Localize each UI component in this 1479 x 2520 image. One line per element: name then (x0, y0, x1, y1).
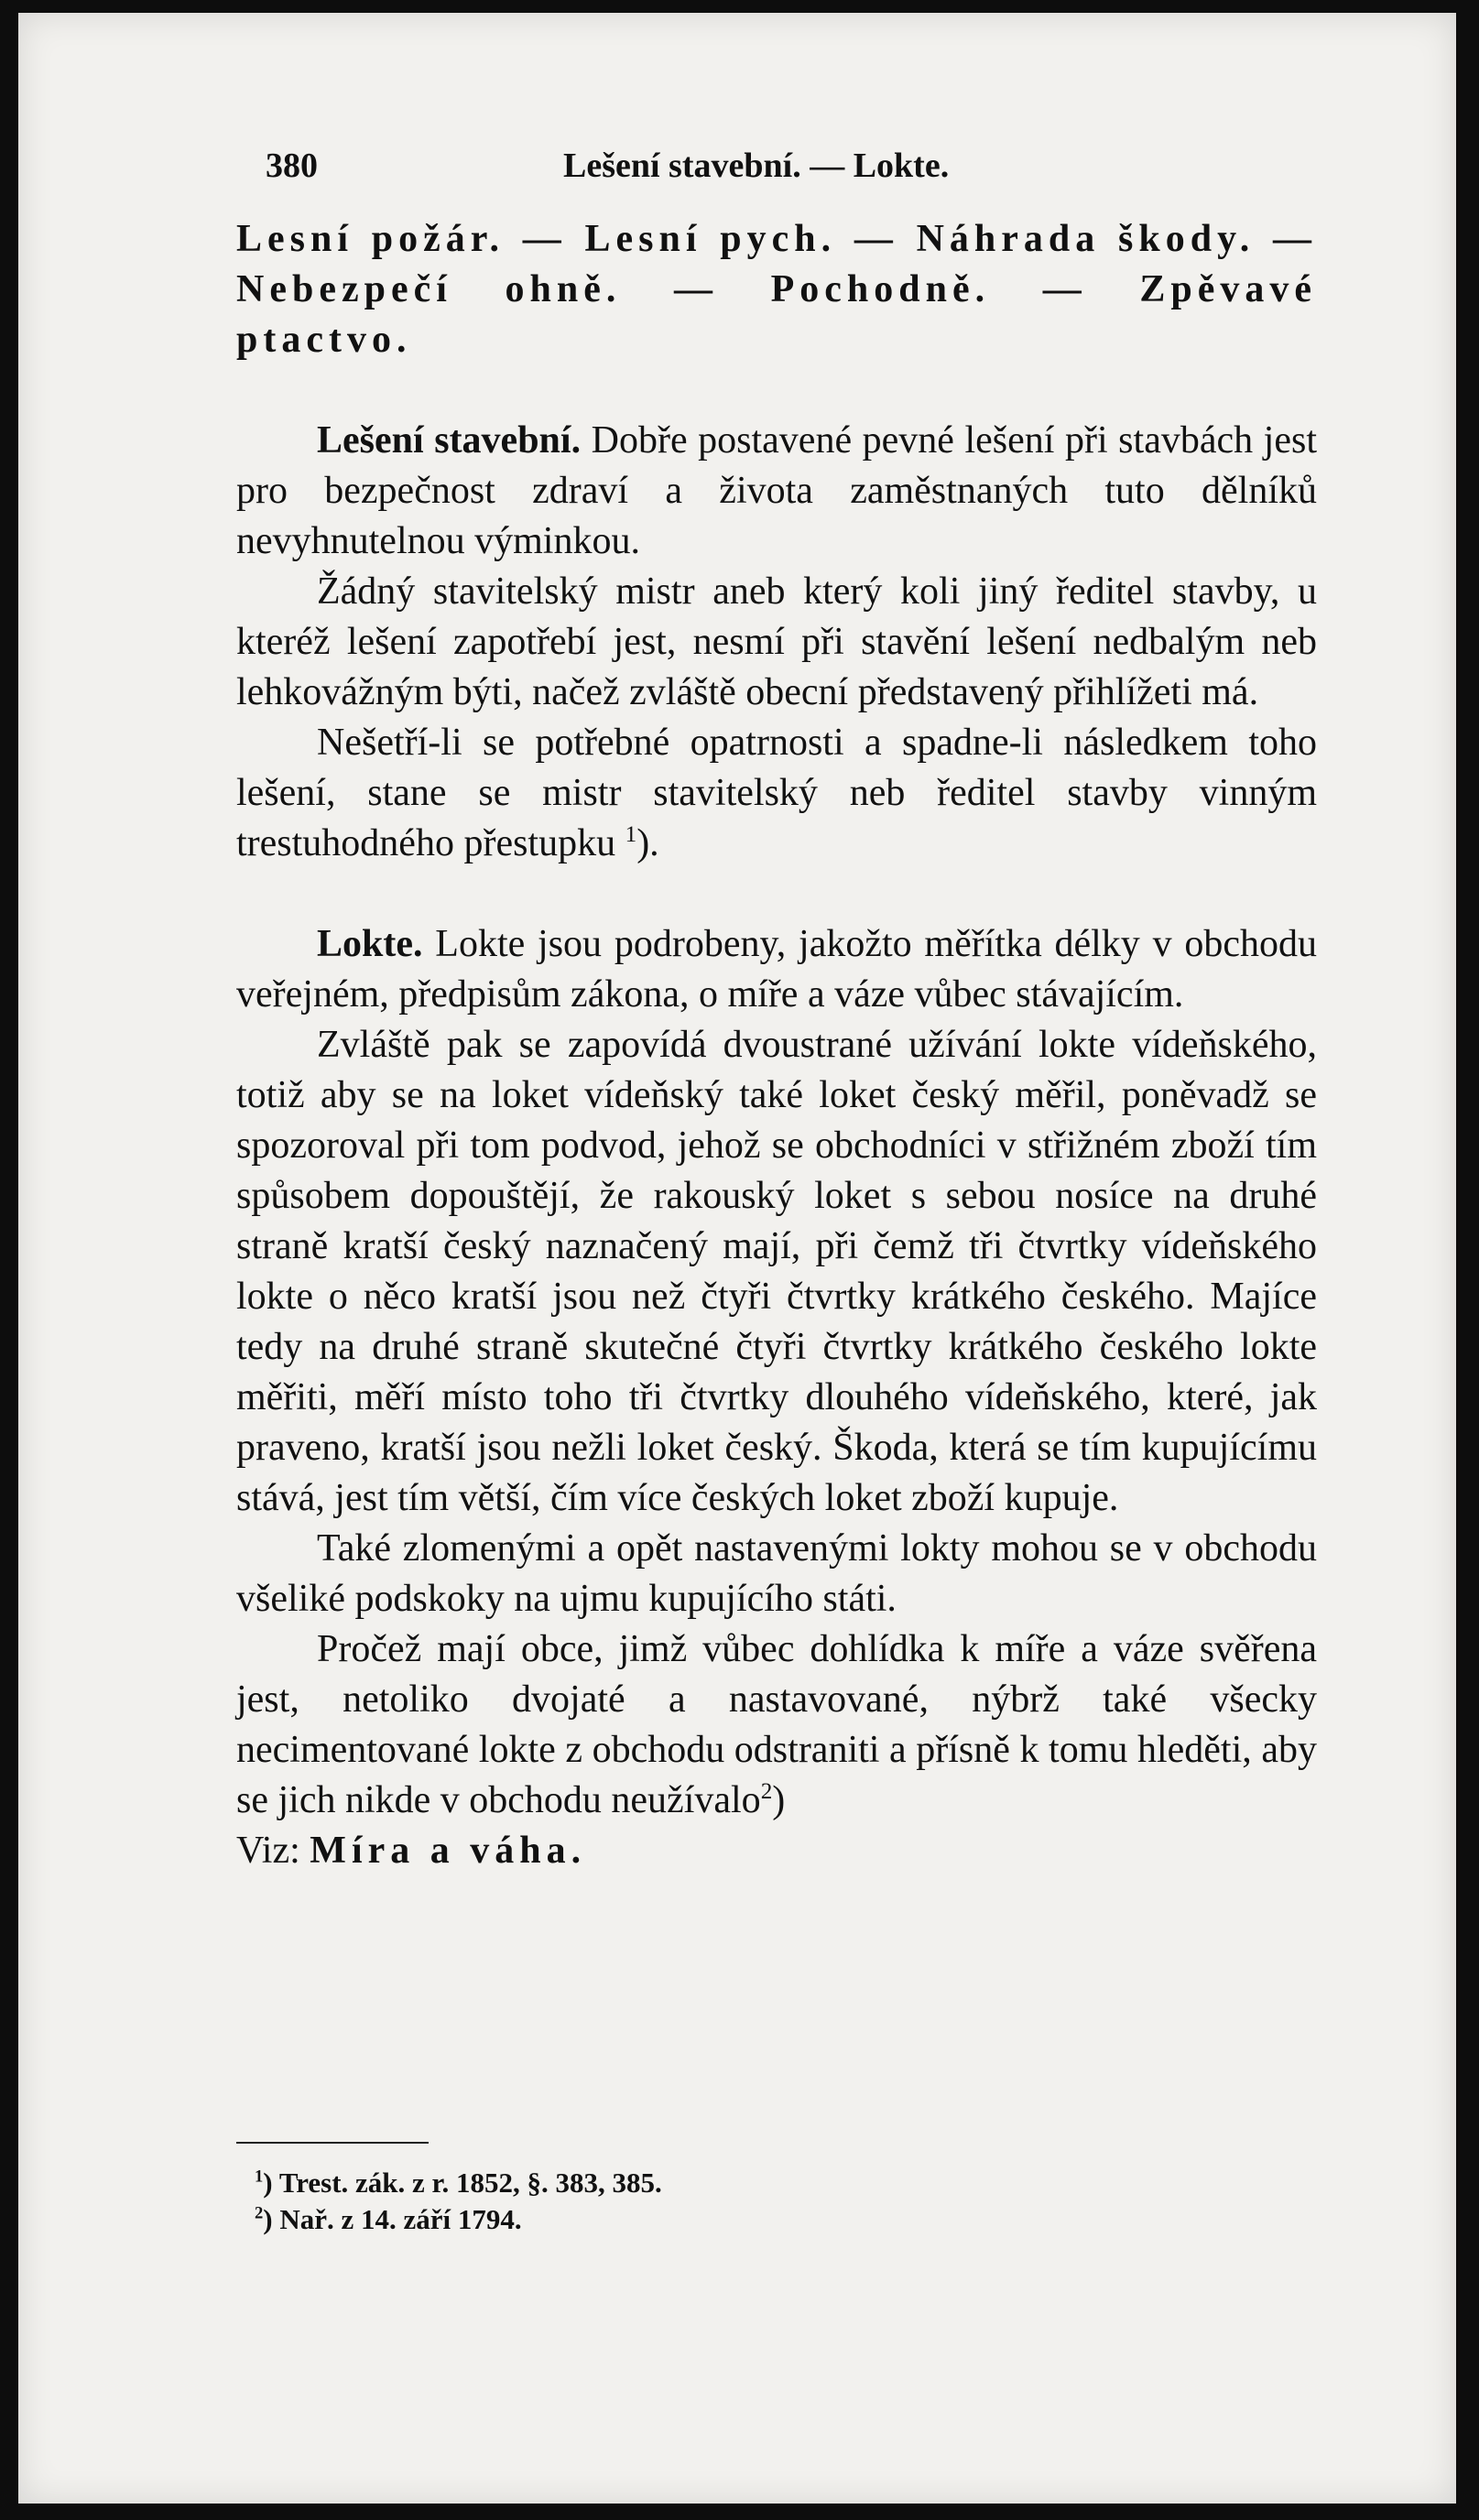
paragraph-text: Pročež mají obce, jimž vůbec dohlídka k míře a váze svěřena jest, netoliko dvojaté a nastavované, nýbrž také všecky necimentované lokte z obchodu odstraniti a přísně k tomu hleděti, aby se jich nikde v obchodu neužívalo (236, 1628, 1317, 1821)
footnote-divider (236, 2142, 429, 2144)
footnote-text: Trest. zák. z r. 1852, §. 383, 385. (278, 2167, 662, 2199)
paragraph-text: Dobře postavené pevné lešení při stavbách jest pro bezpečnost zdraví a života zaměstnaných tuto dělníků nevyhnutelnou výminkou. (236, 419, 1317, 562)
footnote-mark: 2 (255, 2203, 264, 2223)
paragraph-ells-communities (236, 1624, 1317, 1826)
footnote-reference-2: 2 (760, 1779, 773, 1804)
footnote-text: Nař. z 14. září 1794. (279, 2203, 522, 2235)
book-page (18, 13, 1456, 2504)
paragraph-end: ). (636, 822, 659, 864)
paragraph-text: Lokte jsou podrobeny, jakožto měřítka délky v obchodu veřejném, předpisům zákona, o míře a váze vůbec stávajícím. (236, 923, 1318, 1016)
body-text (236, 214, 1317, 1876)
paragraph-end: ) (772, 1779, 786, 1821)
paragraph-text: Nešetří-li se potřebné opatrnosti a spadne-li následkem toho lešení, stane se mistr stavitelský neb ředitel stavby vinným trestuhodného přestupku (236, 722, 1317, 864)
paragraph-scaffolding-master: Žádný stavitelský mistr aneb který koli jiný ředitel stavby, u kteréž lešení zapotřebí jest, nesmí při stavění lešení nedbalým neb lehkovážným býti, načež zvláště obecní představený přihlížeti má. (236, 570, 1317, 713)
footnote-2: $^2$) Nař. z 14. září 1794. (255, 2203, 522, 2235)
running-head-title: Lešení stavební. — Lokte. (563, 147, 950, 185)
footnote-mark: 1 (255, 2167, 264, 2187)
paragraph-ells-broken: Také zlomenými a opět nastavenými lokty mohou se v obchodu všeliké podskoky na ujmu kupujícího státi. (236, 1527, 1317, 1620)
paragraph-ells-prohibition: Zvláště pak se zapovídá dvoustrané užívání lokte vídeňského, totiž aby se na loket vídeňský také loket český měřil, poněvadž se spozoroval při tom podvod, jehož se obchodníci v střižném zboží tím spůsobem dopouštějí, že rakouský loket s sebou nosíce na druhé straně kratší český naznačený mají, při čemž tři čtvrtky vídeňského lokte o něco kratší jsou než čtyři čtvrtky krátkého českého. Majíce tedy na druhé straně skutečné čtyři čtvrtky krátkého českého lokte měřiti, měří místo toho tři čtvrtky dlouhého vídeňského, které, jak praveno, kratší jsou nežli loket český. Škoda, která se tím kupujícímu stává, jest tím větší, čím více českých loket zboží kupuje. (236, 1024, 1317, 1519)
see-also-reference (236, 1826, 1317, 1876)
page-number: 380 (266, 147, 318, 185)
footnotes (255, 2165, 896, 2238)
see-also-prefix: Viz: (236, 1830, 300, 1872)
section-heading-scaffolding: Lešení stavební. (317, 419, 582, 462)
see-also-target: Míra a váha. (310, 1830, 587, 1872)
section-heading-ells: Lokte. (317, 923, 423, 965)
paragraph-scaffolding-intro (236, 416, 1317, 567)
footnote-1: $^1$) Trest. zák. z r. 1852, §. 383, 385. (255, 2167, 662, 2199)
footnote-reference-1: 1 (625, 822, 637, 847)
keyword-list: Lesní požár. — Lesní pych. — Náhrada škody. — Nebezpečí ohně. — Pochodně. — Zpěvavé ptactvo. (236, 218, 1317, 361)
paragraph-scaffolding-liability (236, 718, 1317, 869)
paragraph-ells-intro (236, 919, 1317, 1020)
running-head (238, 146, 1319, 201)
